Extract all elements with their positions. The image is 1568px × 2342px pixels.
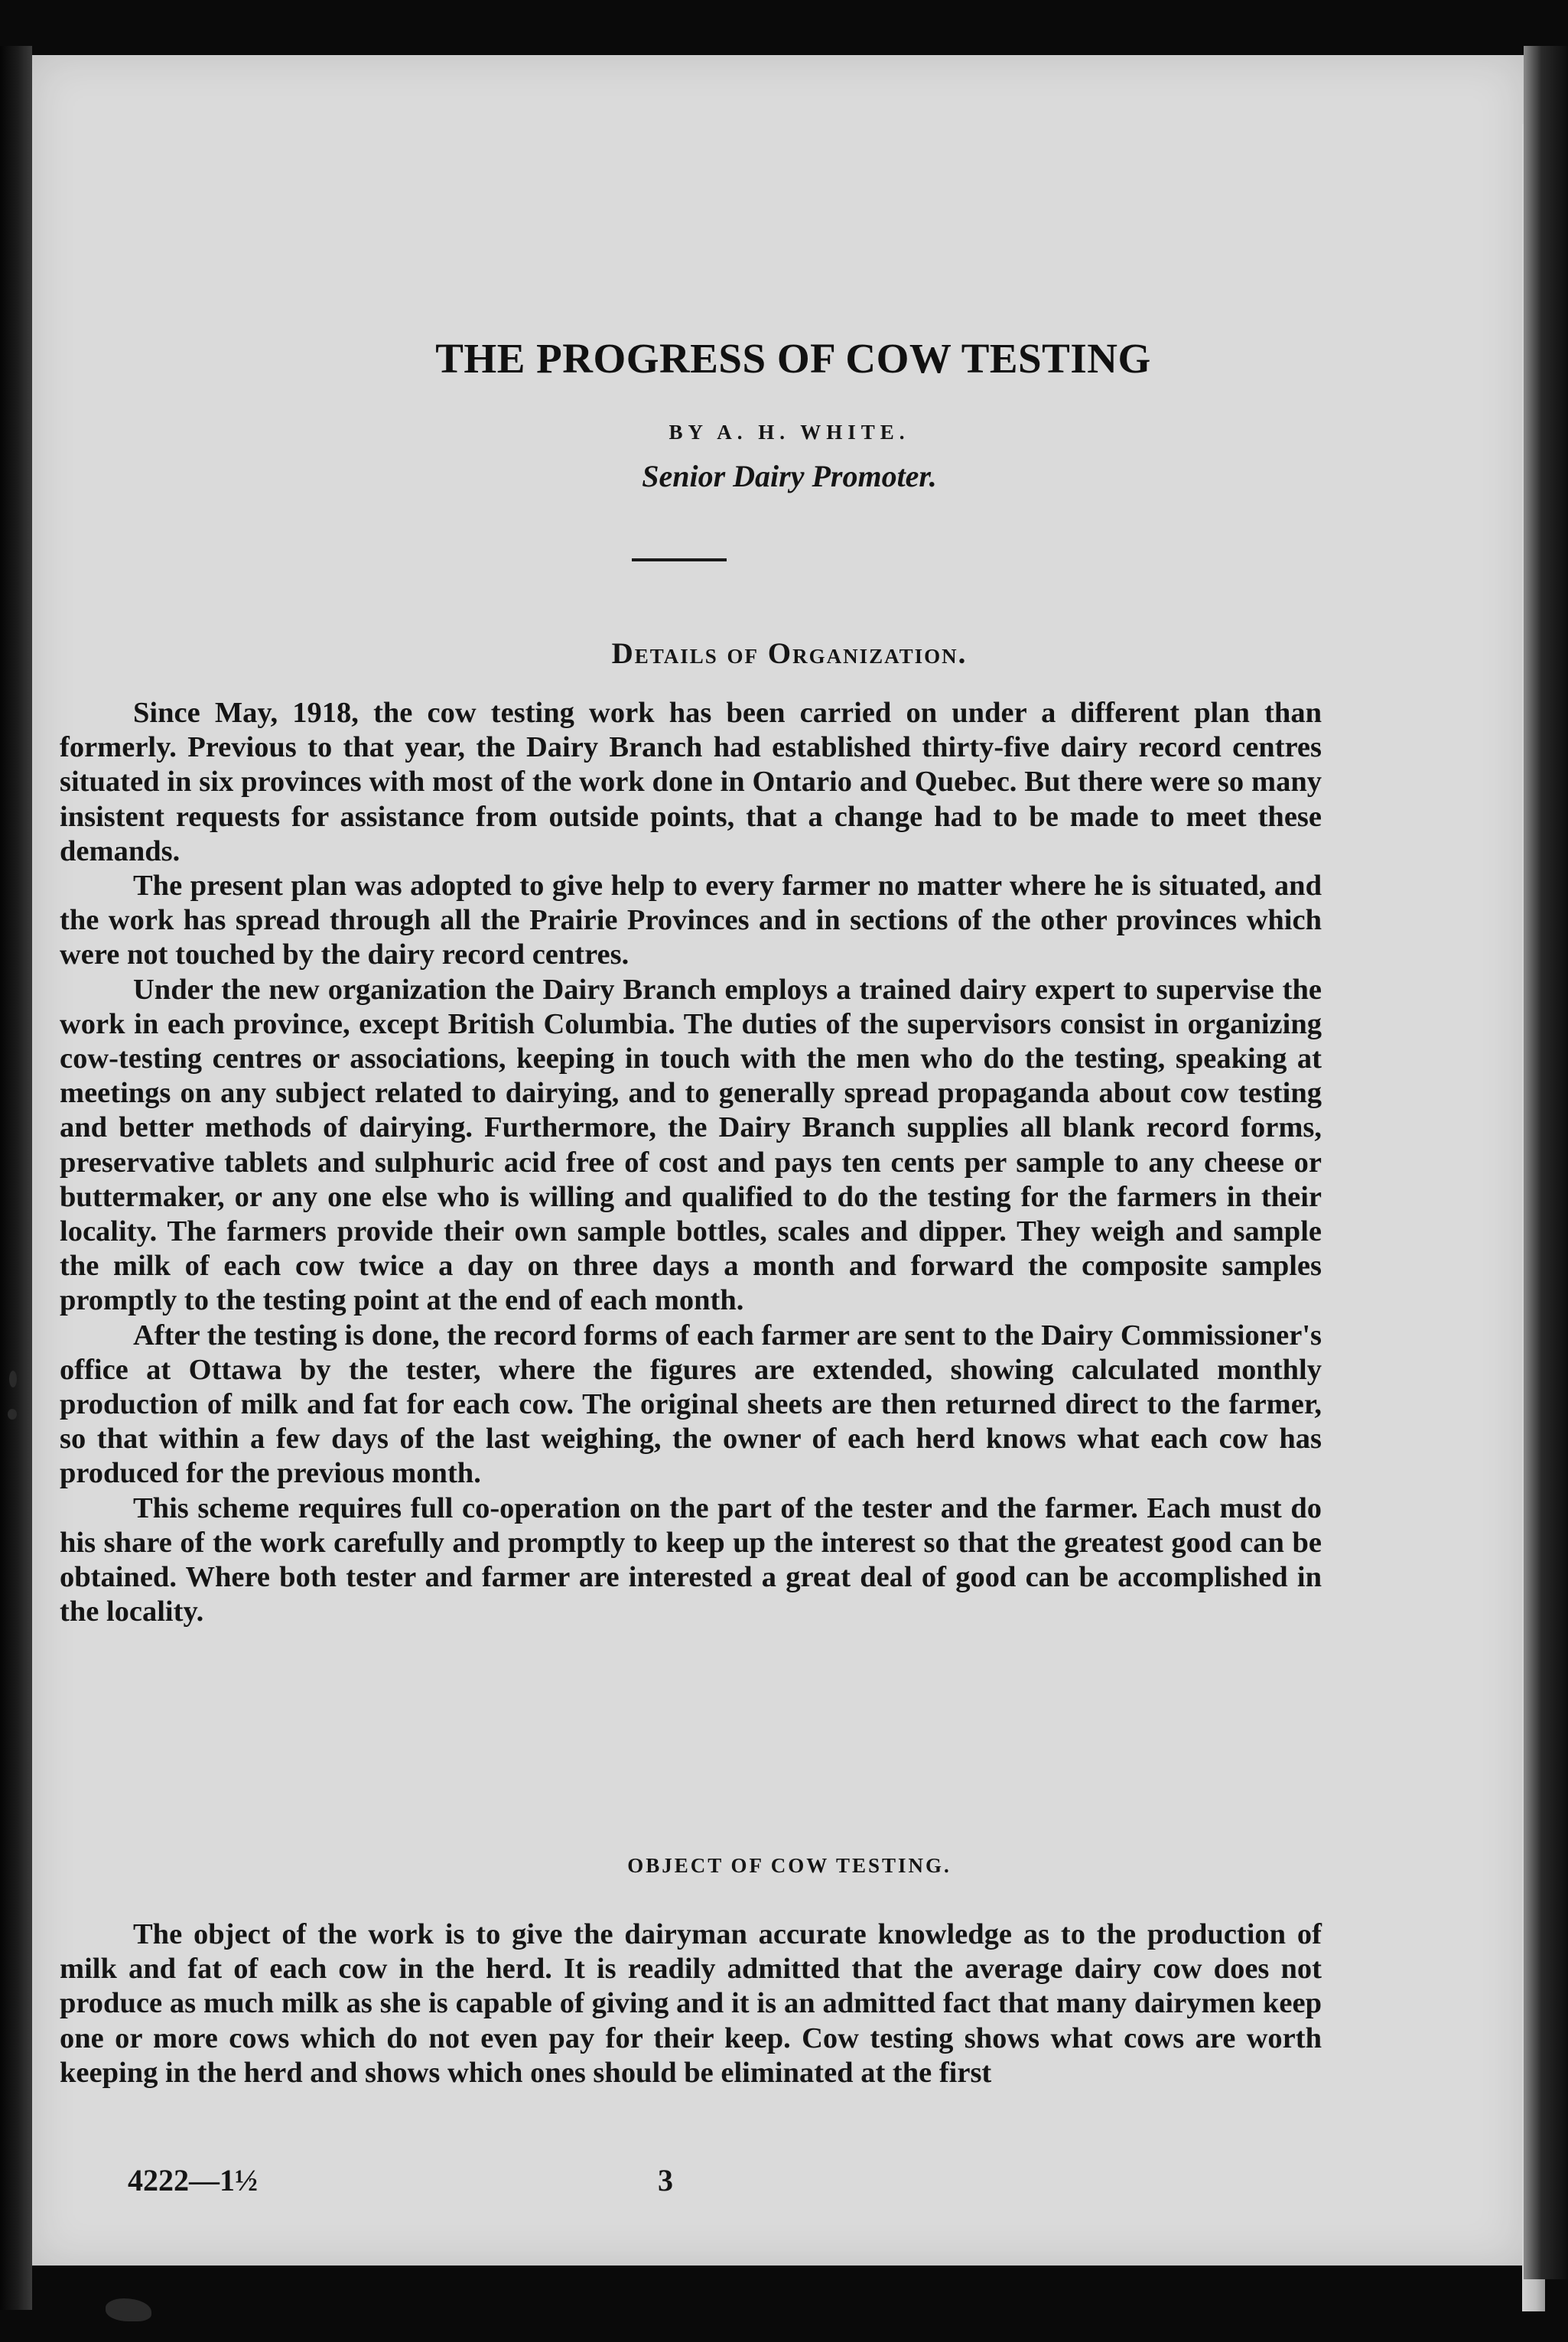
section-body-object (60, 1918, 1322, 2090)
section-body-details (60, 696, 1322, 1629)
document-page (32, 55, 1524, 2266)
title-divider (632, 558, 727, 561)
scan-right-edge (1524, 46, 1568, 2279)
paragraph: Under the new organization the Dairy Branch employs a trained dairy expert to supervise the work in each province, except British Columbia. The duties of the supervisors consist in organizing cow-testing centres or associations, keeping in touch with the men who do the testing, speaking at meetings on any subject related to dairying, and to generally spread propaganda about cow testing and better methods of dairying. Furthermore, the Dairy Branch supplies all blank record forms, preservative tablets and sulphuric acid free of cost and pays ten cents per sample to any cheese or buttermaker, or any one else who is willing and qualified to do the testing for the farmers in their locality. The farmers provide their own sample bottles, scales and dipper. They weigh and sample the milk of each cow twice a day on three days a month and forward the composite samples promptly to the testing point at the end of each month. (60, 973, 1322, 1317)
paragraph: After the testing is done, the record forms of each farmer are sent to the Dairy Commissioner's office at Ottawa by the tester, where the figures are extended, showing calculated monthly production of milk and fat for each cow. The original sheets are then returned direct to the farmer, so that within a few days of the last weighing, the owner of each herd knows what each cow has produced for the previous month. (60, 1319, 1322, 1490)
paragraph: The present plan was adopted to give help to every farmer no matter where he is situated, and the work has spread through all the Prairie Provinces and in sections of the other provinces which were not touched by the dairy record centres. (60, 870, 1322, 971)
section-heading-object: OBJECT OF COW TESTING. (627, 1854, 952, 1877)
section-heading-details: Details of Organization. (611, 637, 968, 670)
paragraph: This scheme requires full co-operation on the part of the tester and the farmer. Each must do his share of the work carefully and promptly to keep up the interest so that the greatest good can be obtained. Where both tester and farmer are interested a great deal of good can be accomplished in the locality. (60, 1491, 1322, 1628)
page-number: 3 (658, 2163, 673, 2197)
article-title: THE PROGRESS OF COW TESTING (435, 335, 1151, 382)
paragraph: Since May, 1918, the cow testing work has been carried on under a different plan than formerly. Previous to that year, the Dairy Branch had established thirty-five dairy record centres situated in six provinces with most of the work done in Ontario and Quebec. But there were so many insistent requests for assistance from outside points, that a change had to be made to meet these demands. (60, 697, 1322, 867)
article-byline: BY A. H. WHITE. (669, 421, 910, 444)
author-role: Senior Dairy Promoter. (642, 459, 937, 493)
scan-speck (106, 2298, 151, 2321)
paragraph: The object of the work is to give the dairyman accurate knowledge as to the production of milk and fat of each cow in the herd. It is readily admitted that the average dairy cow does not produce as much milk as she is capable of giving and it is an admitted fact that many dairymen keep one or more cows which do not even pay for their keep. Cow testing shows what cows are worth keeping in the herd and shows which ones should be eliminated at the first (60, 1918, 1322, 2089)
scan-speck (8, 1409, 17, 1420)
scan-speck (9, 1371, 17, 1387)
scan-left-shadow (0, 46, 32, 2310)
signature-mark: 4222—1½ (128, 2163, 258, 2197)
